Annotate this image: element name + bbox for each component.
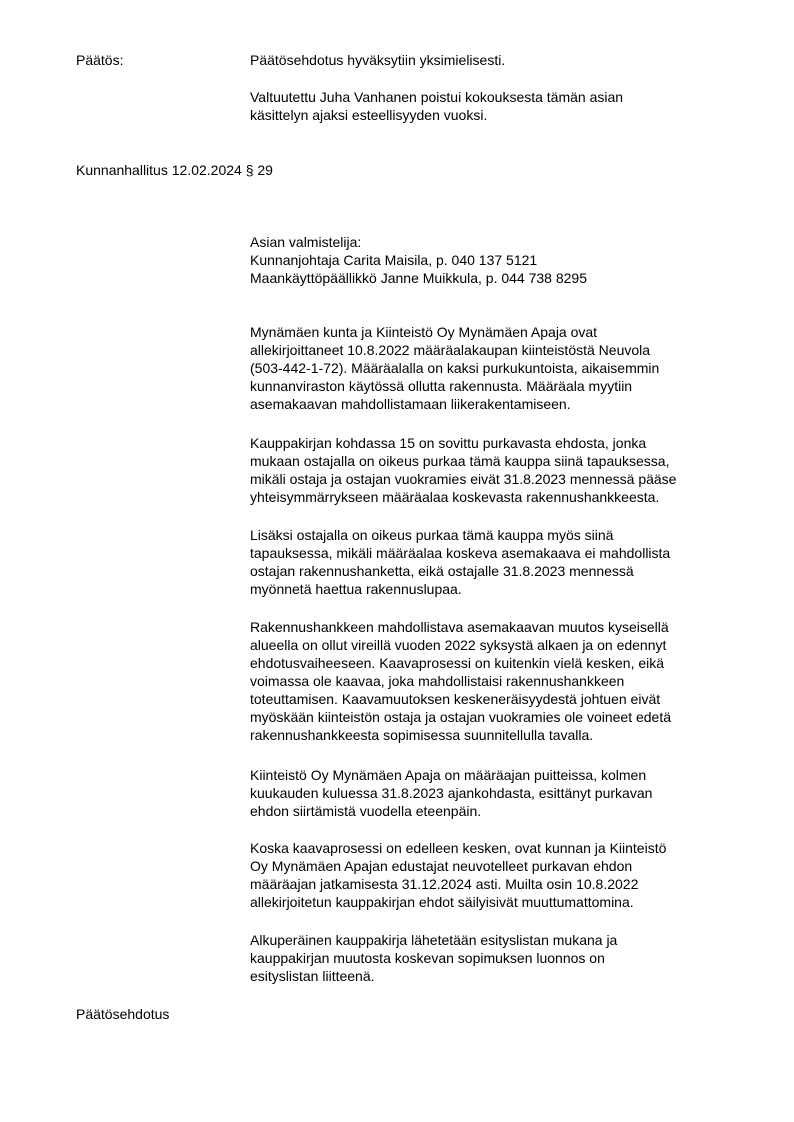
paragraph-line: Lisäksi ostajalla on oikeus purkaa tämä kauppa myös siinä xyxy=(250,527,614,543)
meeting-heading: Kunnanhallitus 12.02.2024 § 29 xyxy=(76,162,273,178)
paragraph-line: Mynämäen kunta ja Kiinteistö Oy Mynämäen Apaja ovat xyxy=(250,324,598,340)
paragraph-line: ehdon siirtämistä vuodella eteenpäin. xyxy=(250,803,482,819)
paragraph-line: (503-442-1-72). Määräalalla on kaksi purkukuntoista, aikaisemmin xyxy=(250,360,660,376)
paragraph-line: Kiinteistö Oy Mynämäen Apaja on määräajan puitteissa, kolmen xyxy=(250,767,647,783)
paragraph-1 xyxy=(250,323,730,413)
recusal-line: käsittelyn ajaksi esteellisyyden vuoksi. xyxy=(250,107,488,123)
paragraph-line: kunnanviraston käytössä ollutta rakennusta. Määräala myytiin xyxy=(250,378,633,394)
paragraph-5 xyxy=(250,766,730,820)
decision-line: Päätösehdotus hyväksytiin yksimielisesti. xyxy=(250,52,506,68)
preparer-line: Maankäyttöpäällikkö Janne Muikkula, p. 044 738 8295 xyxy=(250,270,587,286)
paragraph-line: kauppakirjan muutosta koskevan sopimuksen luonnos on xyxy=(250,950,605,966)
paragraph-3 xyxy=(250,526,730,598)
paragraph-line: ehdotusvaiheeseen. Kaavaprosessi on kuitenkin vielä kesken, eikä xyxy=(250,655,665,671)
paragraph-line: ostajan rakennushanketta, eikä ostajalle 31.8.2023 mennessä xyxy=(250,563,634,579)
paragraph-line: kuukauden kuluessa 31.8.2023 ajankohdasta, esittänyt purkavan xyxy=(250,785,653,801)
decision-text xyxy=(250,51,730,69)
paragraph-line: allekirjoitetun kauppakirjan ehdot säilyisivät muuttumattomina. xyxy=(250,894,634,910)
paragraph-line: alueella on ollut vireillä vuoden 2022 syksystä alkaen ja on edennyt xyxy=(250,637,667,653)
paragraph-line: Alkuperäinen kauppakirja lähetetään esityslistan mukana ja xyxy=(250,932,618,948)
recusal-note xyxy=(250,88,730,124)
paragraph-line: myönnetä haettua rakennuslupaa. xyxy=(250,581,462,597)
paragraph-line: mikäli ostaja ja ostajan vuokramies eivät 31.8.2023 mennessä pääse xyxy=(250,471,677,487)
paragraph-line: määräajan jatkamisesta 31.12.2024 asti. Muilta osin 10.8.2022 xyxy=(250,876,639,892)
paragraph-line: asemakaavan mahdollistamaan liikerakentamiseen. xyxy=(250,396,571,412)
paragraph-line: Kauppakirjan kohdassa 15 on sovittu purkavasta ehdosta, jonka xyxy=(250,435,647,451)
paragraph-4 xyxy=(250,618,730,744)
paragraph-line: Koska kaavaprosessi on edelleen kesken, ovat kunnan ja Kiinteistö xyxy=(250,840,667,856)
paragraph-line: mukaan ostajalla on oikeus purkaa tämä kauppa siinä tapauksessa, xyxy=(250,453,670,469)
decision-label: Päätös: xyxy=(76,52,124,68)
paragraph-line: myöskään kiinteistön ostaja ja ostajan vuokramies ole voineet edetä xyxy=(250,709,672,725)
paragraph-line: tapauksessa, mikäli määräalaa koskeva asemakaava ei mahdollista xyxy=(250,545,671,561)
paragraph-line: Rakennushankkeen mahdollistava asemakaavan muutos kyseisellä xyxy=(250,619,669,635)
paragraph-line: esityslistan liitteenä. xyxy=(250,968,375,984)
preparer-block xyxy=(250,233,730,287)
preparer-line: Asian valmistelija: xyxy=(250,234,362,250)
paragraph-line: voimassa ole kaavaa, joka mahdollistaisi rakennushankkeen xyxy=(250,673,625,689)
paragraph-6 xyxy=(250,839,730,911)
paragraph-line: toteuttamisen. Kaavamuutoksen keskeneräisyydestä johtuen eivät xyxy=(250,691,661,707)
paragraph-line: allekirjoittaneet 10.8.2022 määräalakaupan kiinteistöstä Neuvola xyxy=(250,342,651,358)
paragraph-7 xyxy=(250,931,730,985)
recusal-line: Valtuutettu Juha Vanhanen poistui kokouksesta tämän asian xyxy=(250,89,624,105)
paragraph-2 xyxy=(250,434,730,506)
paragraph-line: Oy Mynämäen Apajan edustajat neuvotelleet purkavan ehdon xyxy=(250,858,633,874)
paragraph-line: yhteisymmärrykseen määräalaa koskevasta rakennushankkeesta. xyxy=(250,489,660,505)
preparer-line: Kunnanjohtaja Carita Maisila, p. 040 137 5121 xyxy=(250,252,538,268)
paragraph-line: rakennushankkeesta sopimisessa suunnitellulla tavalla. xyxy=(250,727,594,743)
proposal-label: Päätösehdotus xyxy=(76,1006,170,1022)
